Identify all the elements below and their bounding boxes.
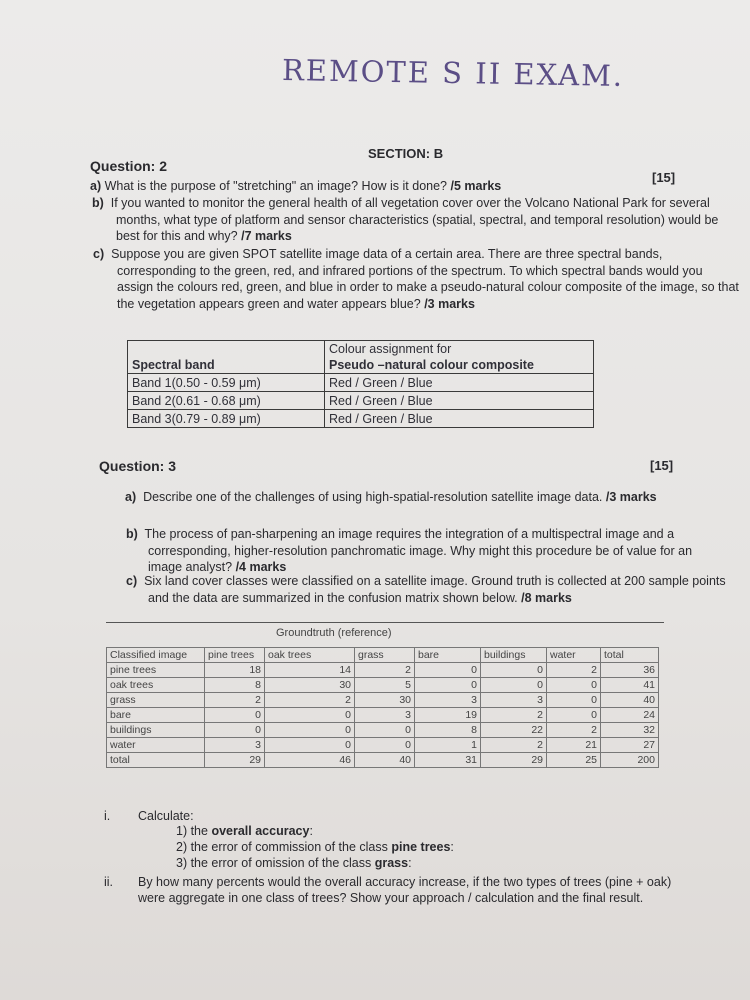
calc-item-3-bold: grass bbox=[374, 856, 409, 870]
calc-item-1-prefix: 1) the bbox=[176, 824, 212, 838]
question-2a bbox=[90, 178, 610, 195]
question-2-heading: Question: 2 bbox=[90, 158, 168, 174]
question-3a-text: Describe one of the challenges of using high-spatial-resolution satellite image data. bbox=[143, 490, 603, 504]
question-3c bbox=[126, 573, 726, 606]
question-2a-text: What is the purpose of "stretching" an image? How is it done? bbox=[104, 179, 447, 193]
question-3c-marks: /8 marks bbox=[521, 590, 572, 605]
band-cell: Band 1(0.50 - 0.59 μm) bbox=[128, 374, 325, 392]
row-label: buildings bbox=[107, 723, 205, 738]
question-3c-text: Six land cover classes were classified on a satellite image. Ground truth is collected at 200 sample points and the data are summarized in the confusion matrix shown below. bbox=[144, 574, 726, 605]
matrix-body bbox=[107, 663, 659, 768]
matrix-row bbox=[107, 663, 659, 678]
matrix-cell: 40 bbox=[601, 693, 659, 708]
question-2c-text: Suppose you are given SPOT satellite image data of a certain area. There are three spectral bands, corresponding to the green, red, and infrared portions of the spectrum. To which spectral bands would you assign the colours red, green, and blue in order to make a pseudo-natural colour composite of the image, so that the vegetation appears green and water appears blue? bbox=[111, 247, 739, 311]
band-cell: Band 3(0.79 - 0.89 μm) bbox=[128, 410, 325, 428]
matrix-cell: 5 bbox=[355, 678, 415, 693]
col-header: grass bbox=[355, 648, 415, 663]
matrix-row bbox=[107, 753, 659, 768]
question-2b-text: If you wanted to monitor the general health of all vegetation cover over the Volcano National Park for several months, what type of platform and sensor characteristics (spatial, spectral, and temporal resolution) would be best for this and why? bbox=[110, 196, 719, 243]
matrix-cell: 8 bbox=[205, 678, 265, 693]
section-title: SECTION: B bbox=[368, 146, 444, 161]
matrix-cell: 24 bbox=[601, 708, 659, 723]
calc-item-1-suffix: : bbox=[309, 824, 313, 838]
matrix-cell: 2 bbox=[481, 738, 547, 753]
matrix-cell: 0 bbox=[415, 663, 481, 678]
matrix-cell: 0 bbox=[355, 738, 415, 753]
matrix-cell: 31 bbox=[415, 753, 481, 768]
question-3b-marks: /4 marks bbox=[235, 560, 287, 574]
question-2-marks: [15] bbox=[652, 170, 676, 185]
row-label: oak trees bbox=[107, 678, 205, 693]
calc-question-ii: By how many percents would the overall accuracy increase, if the two types of trees (pine + oak) were aggregate in one class of trees? Show your approach / calculation and the final result. bbox=[138, 875, 672, 905]
row-label: water bbox=[107, 738, 205, 753]
matrix-cell: 3 bbox=[205, 738, 265, 753]
question-3-heading: Question: 3 bbox=[99, 458, 177, 474]
matrix-cell: 22 bbox=[481, 723, 547, 738]
question-2a-marks: /5 marks bbox=[450, 179, 502, 193]
calculate-intro: Calculate: bbox=[138, 809, 194, 823]
calc-item-2-suffix: : bbox=[450, 840, 454, 854]
matrix-cell: 0 bbox=[355, 723, 415, 738]
matrix-cell: 0 bbox=[481, 678, 547, 693]
calc-item-2-bold: pine trees bbox=[391, 840, 451, 854]
matrix-cell: 1 bbox=[415, 738, 481, 753]
matrix-cell: 27 bbox=[601, 738, 659, 753]
matrix-cell: 0 bbox=[205, 723, 265, 738]
header-spectral-band-text: Spectral band bbox=[132, 358, 215, 372]
matrix-cell: 0 bbox=[481, 663, 547, 678]
calc-item-3 bbox=[176, 855, 412, 871]
row-label: total bbox=[107, 753, 205, 768]
matrix-cell: 29 bbox=[205, 753, 265, 768]
matrix-cell: 40 bbox=[355, 753, 415, 768]
groundtruth-label: Groundtruth (reference) bbox=[276, 627, 392, 639]
matrix-cell: 30 bbox=[355, 693, 415, 708]
spectral-row bbox=[128, 374, 594, 392]
matrix-cell: 0 bbox=[265, 723, 355, 738]
matrix-cell: 3 bbox=[355, 708, 415, 723]
row-label: grass bbox=[107, 693, 205, 708]
header-spectral-band bbox=[128, 341, 325, 374]
part-label: c) bbox=[126, 574, 138, 588]
matrix-row bbox=[107, 708, 659, 723]
confusion-matrix bbox=[106, 622, 664, 766]
question-2c-marks: /3 marks bbox=[424, 296, 475, 311]
matrix-cell: 0 bbox=[547, 708, 601, 723]
matrix-row bbox=[107, 723, 659, 738]
spectral-band-table bbox=[127, 340, 594, 428]
col-header: water bbox=[547, 648, 601, 663]
matrix-cell: 8 bbox=[415, 723, 481, 738]
roman-i: i. bbox=[104, 809, 111, 823]
row-label: bare bbox=[107, 708, 205, 723]
matrix-cell: 29 bbox=[481, 753, 547, 768]
part-label: a) bbox=[125, 490, 137, 504]
spectral-row bbox=[128, 392, 594, 410]
matrix-cell: 36 bbox=[601, 663, 659, 678]
part-label: c) bbox=[93, 247, 105, 261]
question-2c bbox=[93, 246, 741, 312]
col-header: bare bbox=[415, 648, 481, 663]
matrix-cell: 25 bbox=[547, 753, 601, 768]
matrix-row bbox=[107, 678, 659, 693]
header-colour-line1: Colour assignment for bbox=[329, 342, 452, 356]
question-2b bbox=[92, 195, 736, 245]
question-3b bbox=[126, 526, 726, 576]
colour-options-cell: Red / Green / Blue bbox=[325, 392, 594, 410]
matrix-cell: 0 bbox=[265, 738, 355, 753]
colour-options-cell: Red / Green / Blue bbox=[325, 410, 594, 428]
matrix-cell: 41 bbox=[601, 678, 659, 693]
part-label: b) bbox=[92, 196, 104, 210]
handwritten-title: REMOTE S II EXAM. bbox=[281, 53, 625, 93]
matrix-cell: 46 bbox=[265, 753, 355, 768]
question-3a-marks: /3 marks bbox=[605, 490, 657, 504]
roman-ii: ii. bbox=[104, 875, 114, 889]
question-3-marks: [15] bbox=[650, 458, 674, 473]
row-label: pine trees bbox=[107, 663, 205, 678]
calc-item-1 bbox=[176, 823, 313, 839]
spectral-table-header bbox=[128, 341, 594, 374]
matrix-cell: 2 bbox=[481, 708, 547, 723]
matrix-cell: 0 bbox=[547, 693, 601, 708]
matrix-cell: 21 bbox=[547, 738, 601, 753]
part-label: b) bbox=[126, 527, 138, 541]
matrix-cell: 19 bbox=[415, 708, 481, 723]
matrix-header-row bbox=[107, 648, 659, 663]
col-header: buildings bbox=[481, 648, 547, 663]
matrix-cell: 18 bbox=[205, 663, 265, 678]
matrix-row bbox=[107, 693, 659, 708]
matrix-cell: 14 bbox=[265, 663, 355, 678]
matrix-cell: 0 bbox=[265, 708, 355, 723]
calc-item-1-bold: overall accuracy bbox=[211, 824, 310, 838]
corner-label: Classified image bbox=[107, 648, 205, 663]
matrix-cell: 2 bbox=[547, 663, 601, 678]
colour-options-cell: Red / Green / Blue bbox=[325, 374, 594, 392]
col-header: pine trees bbox=[205, 648, 265, 663]
calc-item-3-suffix: : bbox=[408, 856, 412, 870]
question-3a bbox=[125, 489, 697, 506]
calc-item-2 bbox=[176, 839, 454, 855]
header-colour-line2: Pseudo –natural colour composite bbox=[329, 358, 534, 372]
matrix-cell: 2 bbox=[205, 693, 265, 708]
band-cell: Band 2(0.61 - 0.68 μm) bbox=[128, 392, 325, 410]
matrix-cell: 3 bbox=[481, 693, 547, 708]
matrix-row bbox=[107, 738, 659, 753]
matrix-cell: 32 bbox=[601, 723, 659, 738]
col-header: oak trees bbox=[265, 648, 355, 663]
matrix-cell: 3 bbox=[415, 693, 481, 708]
calc-item-3-prefix: 3) the error of omission of the class bbox=[176, 856, 375, 870]
part-label: a) bbox=[90, 179, 102, 193]
question-2b-marks: /7 marks bbox=[241, 229, 292, 243]
matrix-cell: 200 bbox=[601, 753, 659, 768]
matrix-cell: 0 bbox=[547, 678, 601, 693]
matrix-cell: 2 bbox=[265, 693, 355, 708]
col-header: total bbox=[601, 648, 659, 663]
matrix-cell: 0 bbox=[415, 678, 481, 693]
matrix-cell: 2 bbox=[547, 723, 601, 738]
matrix-cell: 2 bbox=[355, 663, 415, 678]
confusion-matrix-table bbox=[106, 647, 659, 768]
spectral-row bbox=[128, 410, 594, 428]
calc-item-2-prefix: 2) the error of commission of the class bbox=[176, 840, 392, 854]
header-colour-assignment bbox=[325, 341, 594, 374]
question-3b-text: The process of pan-sharpening an image requires the integration of a multispectral image and a corresponding, higher-resolution panchromatic image. Why might this procedure be of value for an image analyst? bbox=[144, 527, 693, 574]
matrix-cell: 30 bbox=[265, 678, 355, 693]
matrix-cell: 0 bbox=[205, 708, 265, 723]
